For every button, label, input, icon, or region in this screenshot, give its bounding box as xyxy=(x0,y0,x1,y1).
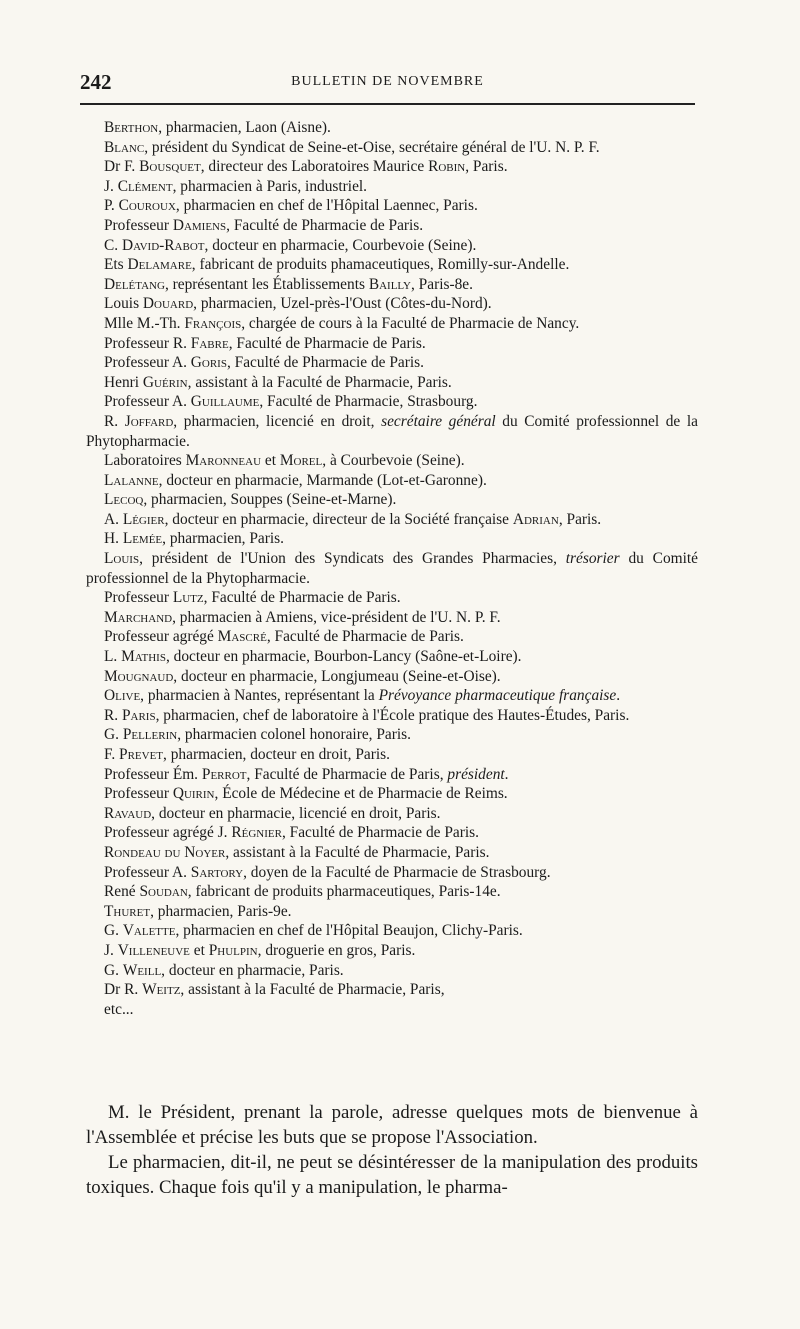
entry-prefix: G. xyxy=(104,922,123,940)
entry-text: du Comité professionnel de la Phytopharmacie. xyxy=(86,412,698,450)
entry-italic: secrétaire général xyxy=(381,412,496,430)
entry-prefix: Professeur agrégé J. xyxy=(104,824,232,842)
entry-text: , docteur en pharmacie, Courbevoie (Seine). xyxy=(204,236,477,254)
entry-prefix: Professeur A. xyxy=(104,863,191,881)
entry-name: Blanc xyxy=(104,138,145,156)
attendee-entry xyxy=(86,921,698,941)
entry-text: , pharmacien, docteur en droit, Paris. xyxy=(163,746,390,763)
entry-text: , Faculté de Pharmacie de Paris. xyxy=(281,824,479,842)
entry-text: . xyxy=(616,687,621,705)
attendee-entry xyxy=(86,412,698,451)
attendee-entry xyxy=(86,961,698,981)
entry-name: Pellerin xyxy=(122,726,178,744)
entry-text: , pharmacien, Paris-9e. xyxy=(150,902,292,920)
body-text xyxy=(86,1100,698,1200)
entry-name: Bousquet xyxy=(139,158,201,176)
entry-name: Guillaume xyxy=(190,393,260,411)
body-paragraph: M. le Président, prenant la parole, adresse quelques mots de bienvenue à l'Assemblée et précise les buts que se propose l'Association. xyxy=(86,1102,698,1148)
entry-name: Ravaud xyxy=(104,804,152,822)
attendee-entry xyxy=(86,373,698,393)
entry-prefix: R. xyxy=(104,706,122,724)
attendee-entry xyxy=(86,510,698,530)
entry-text: , docteur en pharmacie, directeur de la Société française xyxy=(164,510,513,528)
entry-name: Paris xyxy=(121,706,156,724)
body-paragraph: Le pharmacien, dit-il, ne peut se désintéresser de la manipulation des produits toxiques. Chaque fois qu'il y a manipulation, le pharma- xyxy=(86,1152,698,1198)
entry-text: , pharmacien, chef de laboratoire à l'École pratique des Hautes-Études, Paris. xyxy=(155,706,630,724)
attendee-entry xyxy=(86,608,698,628)
entry-name: Berthon xyxy=(104,119,159,136)
entry-text: , Paris. xyxy=(465,158,508,176)
entry-name: Olive xyxy=(104,687,141,705)
entry-text: du Comité professionnel de la Phytopharmacie. xyxy=(86,550,698,587)
entry-name: Fabre xyxy=(190,334,229,352)
entry-name: Louis xyxy=(104,550,140,568)
attendee-entry xyxy=(86,941,698,961)
attendee-entry xyxy=(86,882,698,902)
entry-text: , Faculté de Pharmacie de Paris. xyxy=(226,354,424,372)
entry-text: , docteur en pharmacie, Bourbon-Lancy (Saône-et-Loire). xyxy=(165,648,522,666)
entry-italic: Prévoyance pharmaceutique française xyxy=(378,687,617,705)
attendee-entry xyxy=(86,529,698,549)
entry-prefix: G. xyxy=(104,726,123,744)
entry-text: , fabricant de produits phamaceutiques, Romilly-sur-Andelle. xyxy=(191,256,570,274)
entry-name: Goris xyxy=(190,354,227,372)
attendee-entry xyxy=(86,902,698,922)
entry-text: , docteur en pharmacie, Marmande (Lot-et-Garonne). xyxy=(158,471,487,489)
entry-text: , Faculté de Pharmacie de Paris. xyxy=(228,334,426,352)
attendee-entry xyxy=(86,725,698,745)
entry-text: , président du Syndicat de Seine-et-Oise, secrétaire général de l'U. N. P. F. xyxy=(144,138,600,156)
entry-prefix: L. xyxy=(104,648,122,666)
entry-name: Guérin xyxy=(142,373,188,391)
entry-name: Lutz xyxy=(172,589,204,607)
entry-name: Mougnaud xyxy=(104,667,174,685)
attendee-entry xyxy=(86,334,698,354)
entry-prefix: Professeur agrégé xyxy=(104,628,218,646)
entry-text: , Faculté de Pharmacie de Paris. xyxy=(203,589,401,607)
entry-prefix: Mlle M.-Th. xyxy=(104,314,185,332)
entry-text: , pharmacien, Souppes (Seine-et-Marne). xyxy=(143,491,397,509)
attendee-entry xyxy=(86,177,698,197)
entry-name: Régnier xyxy=(231,824,282,842)
attendee-entry xyxy=(86,275,698,295)
entry-prefix: J. xyxy=(104,941,118,959)
entry-name: Weitz xyxy=(142,981,181,999)
entry-text: , Paris. xyxy=(558,510,602,528)
entry-text: , Faculté de Pharmacie de Paris. xyxy=(226,216,424,234)
entry-name: Rondeau du Noyer xyxy=(104,843,226,861)
entry-name: Thuret xyxy=(104,902,151,920)
entry-name: Bailly xyxy=(368,275,411,293)
entry-prefix: H. xyxy=(104,530,123,548)
entry-text: , pharmacien à Nantes, représentant la xyxy=(140,687,379,705)
running-title: BULLETIN DE NOVEMBRE xyxy=(291,74,484,89)
attendee-entry xyxy=(86,843,698,863)
entry-text: , pharmacien à Amiens, vice-président de l'U. N. P. F. xyxy=(172,608,501,626)
entry-name: Soudan xyxy=(139,883,188,901)
attendee-entry xyxy=(86,236,698,256)
entry-prefix: Professeur R. xyxy=(104,334,191,352)
entry-prefix: R. xyxy=(104,412,125,430)
entry-name: Lecoq xyxy=(104,491,144,509)
entry-name: Weill xyxy=(122,961,162,979)
entry-prefix: F. xyxy=(104,746,120,763)
attendee-entry xyxy=(86,196,698,216)
entry-text: , Paris-8e. xyxy=(410,275,473,293)
entry-prefix: Professeur xyxy=(104,216,173,234)
entry-text: et xyxy=(189,941,209,959)
attendee-entry xyxy=(86,549,698,588)
attendee-entry xyxy=(86,392,698,412)
entry-text: , Faculté de Pharmacie de Paris, xyxy=(246,765,448,783)
entry-text: , pharmacien, Paris. xyxy=(162,530,284,548)
entry-name: Mathis xyxy=(121,648,166,666)
entry-prefix: Professeur A. xyxy=(104,354,191,372)
entry-text: , docteur en pharmacie, licencié en droit, Paris. xyxy=(151,804,441,822)
attendee-entry xyxy=(86,745,698,765)
entry-text: , pharmacien colonel honoraire, Paris. xyxy=(177,726,411,744)
entry-text: , Faculté de Pharmacie de Paris. xyxy=(266,628,464,646)
entry-prefix: Professeur xyxy=(104,785,173,803)
entry-italic: trésorier xyxy=(565,550,620,568)
entry-prefix: C. xyxy=(104,236,122,254)
entry-text: , École de Médecine et de Pharmacie de Reims. xyxy=(214,785,508,803)
entry-name: Douard xyxy=(142,295,194,313)
entry-prefix: Professeur A. xyxy=(104,393,191,411)
entry-name: Lalanne xyxy=(104,471,159,489)
attendee-entry xyxy=(86,765,698,785)
attendee-entry xyxy=(86,353,698,373)
entry-text: , chargée de cours à la Faculté de Pharmacie de Nancy. xyxy=(241,314,580,332)
attendee-entry xyxy=(86,647,698,667)
entry-text: , pharmacien en chef de l'Hôpital Laennec, Paris. xyxy=(175,197,478,215)
entry-name: Marchand xyxy=(104,608,173,626)
entry-prefix: J. xyxy=(104,177,118,195)
entry-text: , pharmacien à Paris, industriel. xyxy=(172,177,368,195)
entry-name: Lemée xyxy=(122,530,163,548)
entry-italic: président xyxy=(447,765,505,783)
attendee-list xyxy=(86,118,698,1019)
entry-text: , assistant à la Faculté de Pharmacie, Paris, xyxy=(180,981,445,999)
entry-prefix: Dr R. xyxy=(104,981,143,999)
attendee-entry xyxy=(86,980,698,1000)
entry-name: Mascré xyxy=(217,628,267,646)
entry-name: Couroux xyxy=(118,197,176,215)
attendee-entry xyxy=(86,804,698,824)
entry-prefix: G. xyxy=(104,961,123,979)
entry-text: , pharmacien en chef de l'Hôpital Beaujon, Clichy-Paris. xyxy=(175,922,523,940)
attendee-entry xyxy=(86,255,698,275)
entry-text: , assistant à la Faculté de Pharmacie, Paris. xyxy=(187,373,452,391)
entry-name: Delamare xyxy=(127,256,192,274)
entry-text: , à Courbevoie (Seine). xyxy=(322,452,465,470)
entry-text: et xyxy=(261,452,280,470)
entry-text: , directeur des Laboratoires Maurice xyxy=(200,158,429,176)
entry-text: , pharmacien, Laon (Aisne). xyxy=(158,119,331,136)
entry-text: , docteur en pharmacie, Longjumeau (Seine-et-Oise). xyxy=(173,667,501,685)
entry-prefix: Dr F. xyxy=(104,158,140,176)
attendee-entry xyxy=(86,863,698,883)
attendee-entry xyxy=(86,471,698,491)
entry-name: Légier xyxy=(122,510,165,528)
attendee-entry xyxy=(86,157,698,177)
entry-name: Perrot xyxy=(201,765,247,783)
entry-name: Sartory xyxy=(190,863,244,881)
attendee-entry xyxy=(86,823,698,843)
entry-text: , fabricant de produits pharmaceutiques, Paris-14e. xyxy=(187,883,501,901)
entry-prefix: Laboratoires xyxy=(104,452,186,470)
entry-text: , représentant les Établissements xyxy=(164,275,369,293)
attendee-entry xyxy=(86,314,698,334)
header-rule xyxy=(80,103,695,105)
entry-prefix: A. xyxy=(104,510,123,528)
attendee-entry xyxy=(86,138,698,158)
entry-text: , doyen de la Faculté de Pharmacie de Strasbourg. xyxy=(243,863,551,881)
entry-text: , pharmacien, Uzel-près-l'Oust (Côtes-du-Nord). xyxy=(193,295,492,313)
attendee-entry xyxy=(86,706,698,726)
entry-prefix: Professeur Ém. xyxy=(104,765,202,783)
attendee-entry xyxy=(86,294,698,314)
entry-prefix: Professeur xyxy=(104,589,173,607)
entry-name: Adrian xyxy=(512,510,559,528)
entry-text: , assistant à la Faculté de Pharmacie, Paris. xyxy=(225,843,490,861)
attendee-entry xyxy=(86,1000,698,1020)
entry-name: François xyxy=(184,314,242,332)
attendee-entry xyxy=(86,627,698,647)
entry-prefix: René xyxy=(104,883,140,901)
entry-name: Delétang xyxy=(104,275,165,293)
entry-name: David-Rabot xyxy=(121,236,205,254)
entry-text: , pharmacien, licencié en droit, xyxy=(173,412,382,430)
entry-prefix: Louis xyxy=(104,295,143,313)
entry-name: Damiens xyxy=(172,216,227,234)
entry-name: Robin xyxy=(428,158,466,176)
attendee-entry xyxy=(86,667,698,687)
entry-name: Joffard xyxy=(124,412,174,430)
attendee-entry xyxy=(86,588,698,608)
attendee-entry xyxy=(86,490,698,510)
page-header xyxy=(80,70,695,98)
entry-text: , Faculté de Pharmacie, Strasbourg. xyxy=(259,393,478,411)
entry-name: Clément xyxy=(117,177,173,195)
attendee-entry xyxy=(86,451,698,471)
entry-text: etc... xyxy=(104,1000,134,1018)
entry-name: Prevet xyxy=(119,746,164,763)
entry-name: Villeneuve xyxy=(117,941,190,959)
entry-prefix: Ets xyxy=(104,256,128,274)
attendee-entry xyxy=(86,686,698,706)
entry-text: , président de l'Union des Syndicats des Grandes Pharmacies, xyxy=(139,550,566,568)
entry-text: . xyxy=(504,765,509,783)
attendee-entry xyxy=(86,784,698,804)
entry-prefix: Henri xyxy=(104,373,143,391)
entry-prefix: P. xyxy=(104,197,119,215)
entry-name: Phulpin xyxy=(208,941,258,959)
entry-text: , docteur en pharmacie, Paris. xyxy=(161,961,344,979)
entry-name: Morel xyxy=(279,452,323,470)
entry-name: Maronneau xyxy=(185,452,262,470)
page-number: 242 xyxy=(80,70,112,94)
attendee-entry xyxy=(86,118,698,138)
entry-name: Quirin xyxy=(172,785,215,803)
entry-name: Valette xyxy=(122,922,176,940)
entry-text: , droguerie en gros, Paris. xyxy=(257,941,416,959)
attendee-entry xyxy=(86,216,698,236)
